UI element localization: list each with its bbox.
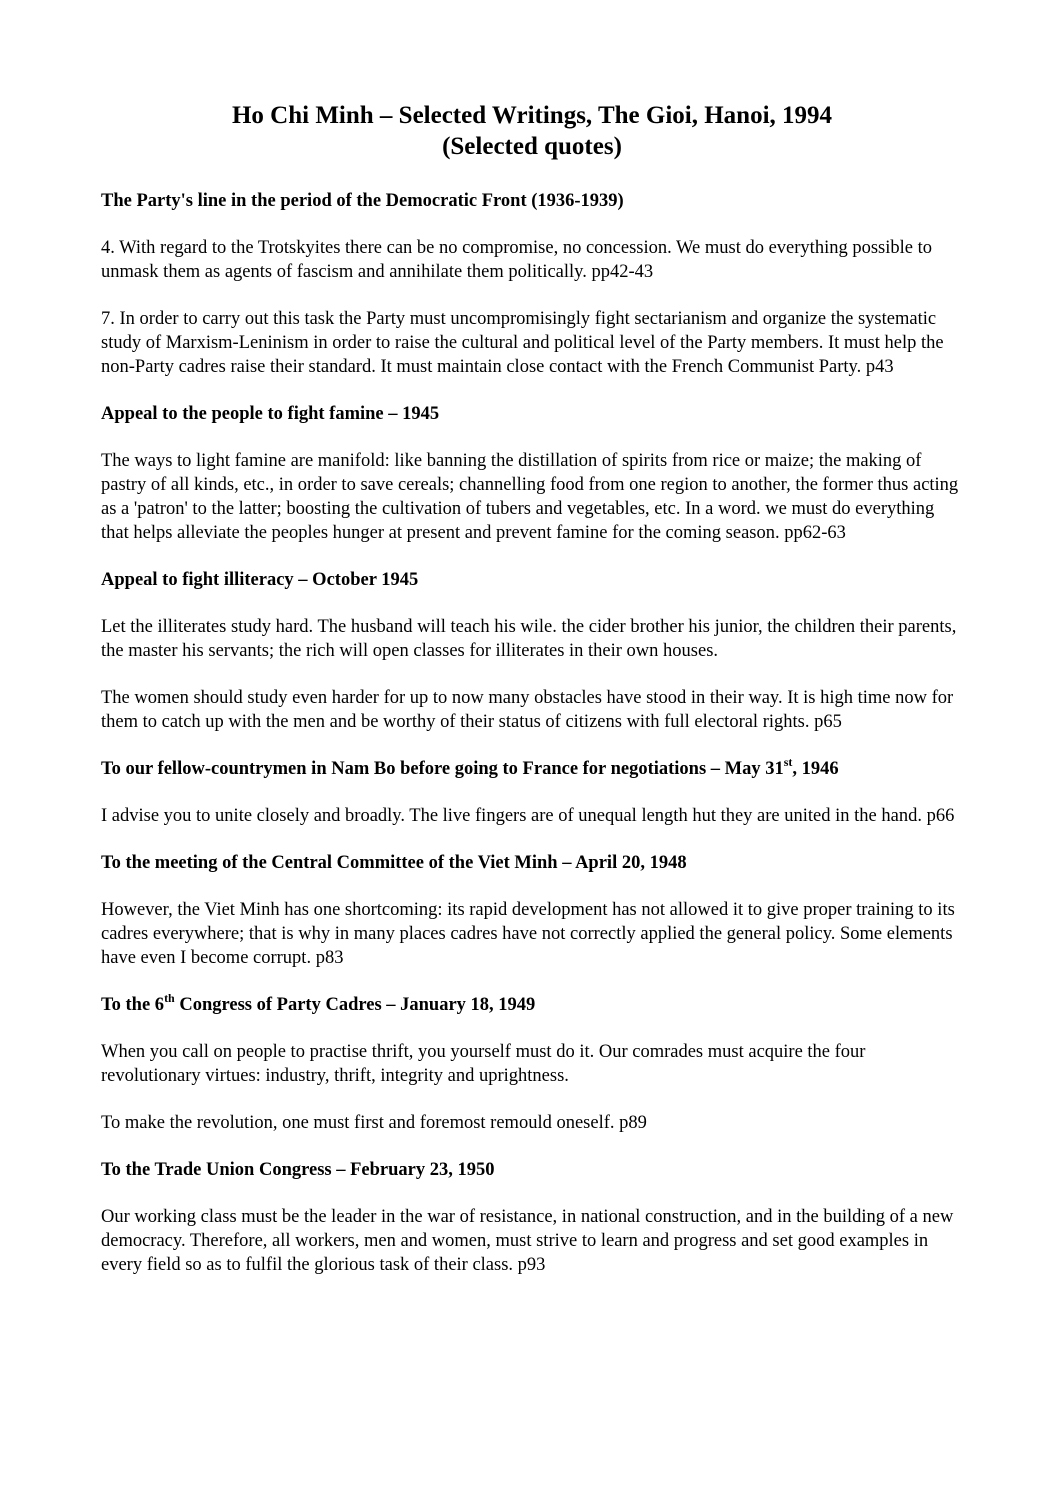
section-heading [101, 754, 963, 781]
section-fight-illiteracy [101, 568, 963, 734]
paragraph: 4. With regard to the Trotskyites there can be no compromise, no concession. We must do everything possible to unmask them as agents of fascism and annihilate them politically. pp42-43 [101, 238, 932, 282]
heading-text: Congress of Party Cadres – January 18, 1949 [174, 995, 536, 1015]
paragraph: When you call on people to practise thrift, you yourself must do it. Our comrades must acquire the four revolutionary virtues: industry, thrift, integrity and uprightness. [101, 1042, 866, 1086]
paragraph: The ways to light famine are manifold: like banning the distillation of spirits from rice or maize; the making of pastry of all kinds, etc., in order to save cereals; channelling food from one region to another, the former thus acting as a 'patron' to the latter; boosting the cultivation of tubers and vegetables, etc. In a word. we must do everything that helps alleviate the peoples hunger at present and prevent famine for the coming season. pp62-63 [101, 451, 959, 543]
heading-superscript: th [164, 990, 175, 1005]
heading-text: To the 6 [101, 995, 165, 1015]
section-trade-union-congress [101, 1158, 963, 1277]
section-nam-bo [101, 754, 963, 828]
heading-superscript: st [783, 754, 793, 769]
title-line-2: (Selected quotes) [442, 133, 622, 160]
paragraph: The women should study even harder for up to now many obstacles have stood in their way. It is high time now for them to catch up with the men and be worthy of their status of citizens with full electoral rights. p65 [101, 688, 954, 732]
section-heading: Appeal to fight illiteracy – October 1945 [101, 570, 419, 590]
paragraph: I advise you to unite closely and broadly. The live fingers are of unequal length hut they are united in the hand. p66 [101, 806, 955, 826]
section-heading [101, 990, 963, 1017]
section-fight-famine [101, 402, 963, 545]
document-page [101, 100, 963, 1300]
section-heading: To the Trade Union Congress – February 23, 1950 [101, 1160, 495, 1180]
document-title [101, 100, 963, 162]
heading-text: , 1946 [792, 759, 839, 779]
section-heading: To the meeting of the Central Committee of the Viet Minh – April 20, 1948 [101, 853, 687, 873]
title-line-1: Ho Chi Minh – Selected Writings, The Gioi, Hanoi, 1994 [231, 102, 833, 129]
paragraph: Let the illiterates study hard. The husband will teach his wile. the cider brother his junior, the children their parents, the master his servants; the rich will open classes for illiterates in their own houses. [101, 617, 957, 661]
paragraph: To make the revolution, one must first and foremost remould oneself. p89 [101, 1113, 647, 1133]
section-heading: The Party's line in the period of the Democratic Front (1936-1939) [101, 191, 624, 211]
paragraph: 7. In order to carry out this task the Party must uncompromisingly fight sectarianism and organize the systematic study of Marxism-Leninism in order to raise the cultural and political level of the Party members. It must help the non-Party cadres raise their standard. It must maintain close contact with the French Communist Party. p43 [101, 309, 944, 377]
section-democratic-front [101, 189, 963, 379]
heading-text: To our fellow-countrymen in Nam Bo before going to France for negotiations – May 31 [101, 759, 784, 779]
paragraph: However, the Viet Minh has one shortcoming: its rapid development has not allowed it to give proper training to its cadres everywhere; that is why in many places cadres have not correctly applied the general policy. Some elements have even I become corrupt. p83 [101, 900, 955, 968]
paragraph: Our working class must be the leader in the war of resistance, in national construction, and in the building of a new democracy. Therefore, all workers, men and women, must strive to learn and progress and set good examples in every field so as to fulfil the glorious task of their class. p93 [101, 1207, 954, 1275]
section-heading: Appeal to the people to fight famine – 1945 [101, 404, 440, 424]
section-viet-minh-committee [101, 851, 963, 970]
section-party-cadres-congress [101, 990, 963, 1135]
